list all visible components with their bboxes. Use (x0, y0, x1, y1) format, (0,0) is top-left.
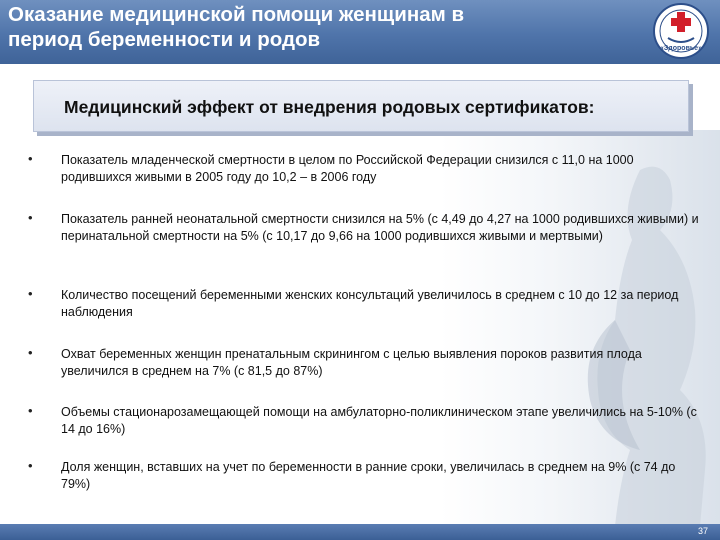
page-number: 37 (697, 526, 708, 536)
bullet-icon: • (28, 458, 33, 473)
bullet-icon: • (28, 345, 33, 360)
bullet-text: Охват беременных женщин пренатальным скринингом с целью выявления пороков развития плода увеличился в среднем на 7% (с 81,5 до 87%) (61, 347, 642, 378)
footer-bar (0, 524, 720, 540)
bullet-text: Показатель младенческой смертности в целом по Российской Федерации снизился с 11,0 на 1000 родившихся живыми в 2005 году до 10,2 – в 2006 году (61, 153, 634, 184)
bullet-icon: • (28, 286, 33, 301)
bullet-text: Объемы стационарозамещающей помощи на амбулаторно-поликлиническом этапе увеличились на 5-10% (с 14 до 16%) (61, 405, 697, 436)
bullet-text: Количество посещений беременными женских консультаций увеличилось в среднем с 10 до 12 за период наблюдения (61, 288, 679, 319)
subtitle-text: Медицинский эффект от внедрения родовых сертификатов: (64, 97, 595, 117)
bullet-icon: • (28, 151, 33, 166)
national-project-logo-icon (646, 2, 716, 60)
bullet-icon: • (28, 403, 33, 418)
bullet-text: Показатель ранней неонатальной смертности снизился на 5% (с 4,49 до 4,27 на 1000 родившихся живыми) и перинатальной смертности на 5% (с 10,17 до 9,66 на 1000 родившихся живыми и мертвыми) (61, 212, 699, 243)
bullet-text: Доля женщин, вставших на учет по беременности в ранние сроки, увеличилась в среднем на 9% (с 74 до 79%) (61, 460, 676, 491)
slide-title: Оказание медицинской помощи женщинам в период беременности и родов (8, 3, 465, 51)
subtitle-box (33, 80, 689, 132)
logo-text: «Здоровье» (660, 45, 702, 52)
header-bar (0, 0, 720, 64)
bullet-icon: • (28, 210, 33, 225)
